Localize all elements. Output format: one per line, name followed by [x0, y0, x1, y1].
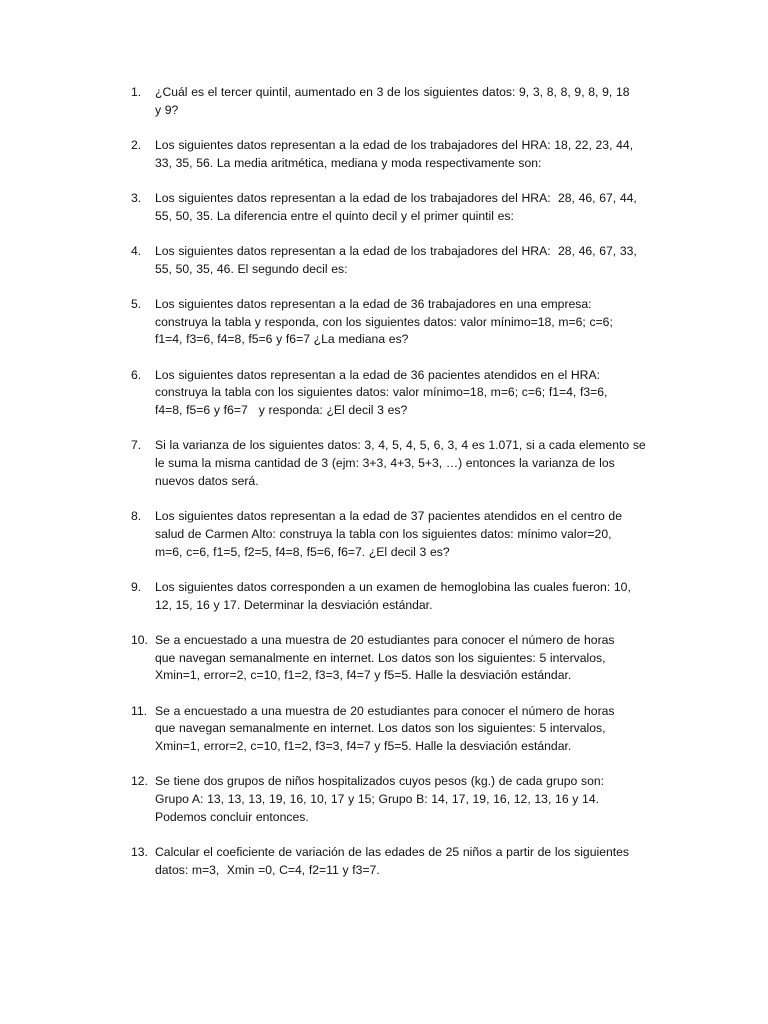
question-number: 12.	[131, 774, 148, 789]
question-number: 3.	[131, 191, 142, 205]
question-item	[131, 84, 661, 119]
question-line: Los siguientes datos representan a la edad de los trabajadores del HRA: 28, 46, 67, 33,	[155, 244, 637, 258]
question-line: Los siguientes datos representan a la edad de 36 pacientes atendidos en el HRA:	[155, 367, 600, 382]
question-item	[131, 296, 661, 349]
question-line: 55, 50, 35, 46. El segundo decil es:	[155, 261, 348, 276]
question-number: 6.	[131, 367, 142, 382]
question-line: Se tiene dos grupos de niños hospitalizados cuyos pesos (kg.) de cada grupo son:	[155, 774, 605, 789]
question-line: Grupo A: 13, 13, 13, 19, 16, 10, 17 y 15; Grupo B: 14, 17, 19, 16, 12, 13, 16 y 14.	[155, 791, 600, 806]
question-text	[155, 243, 661, 278]
question-number: 11.	[131, 703, 148, 718]
question-item	[131, 579, 661, 614]
question-number: 7.	[131, 438, 142, 453]
question-line: y 9?	[155, 102, 179, 117]
question-item	[131, 367, 661, 420]
question-line: le suma la misma cantidad de 3 (ejm: 3+3, 4+3, 5+3, …) entonces la varianza de los	[155, 456, 615, 471]
question-line: Xmin=1, error=2, c=10, f1=2, f3=3, f4=7 y f5=5. Halle la desviación estándar.	[155, 668, 572, 683]
question-line: f4=8, f5=6 y f6=7 y responda: ¿El decil 3 es?	[155, 403, 408, 418]
question-line: f1=4, f3=6, f4=8, f5=6 y f6=7 ¿La mediana es?	[155, 332, 409, 347]
question-line: que navegan semanalmente en internet. Los datos son los siguientes: 5 intervalos,	[155, 650, 606, 665]
question-number: 13.	[131, 844, 148, 859]
question-item	[131, 243, 661, 278]
question-number: 2.	[131, 138, 142, 152]
question-item	[131, 703, 661, 756]
question-number: 1.	[131, 85, 142, 99]
question-text	[155, 137, 661, 172]
question-item	[131, 773, 661, 826]
question-item	[131, 508, 661, 561]
question-line: nuevos datos será.	[155, 473, 259, 488]
question-line: Calcular el coeficiente de variación de las edades de 25 niños a partir de los siguientes	[155, 844, 630, 859]
question-line: m=6, c=6, f1=5, f2=5, f4=8, f5=6, f6=7. ¿El decil 3 es?	[155, 544, 450, 559]
question-line: Si la varianza de los siguientes datos: 3, 4, 5, 4, 5, 6, 3, 4 es 1.071, si a cada elemento se	[155, 438, 646, 453]
question-item	[131, 632, 661, 685]
question-line: datos: m=3, Xmin =0, C=4, f2=11 y f3=7.	[155, 862, 380, 877]
question-item	[131, 437, 661, 490]
question-text	[155, 508, 661, 561]
question-line: Los siguientes datos representan a la edad de los trabajadores del HRA: 28, 46, 67, 44,	[155, 191, 637, 205]
question-item	[131, 844, 661, 879]
question-line: Los siguientes datos representan a la edad de 37 pacientes atendidos en el centro de	[155, 509, 622, 524]
question-text	[155, 844, 661, 879]
question-line: Se a encuestado a una muestra de 20 estudiantes para conocer el número de horas	[155, 632, 615, 647]
question-text	[155, 703, 661, 756]
question-line: Los siguientes datos representan a la edad de los trabajadores del HRA: 18, 22, 23, 44,	[155, 138, 634, 152]
question-line: construya la tabla y responda, con los siguientes datos: valor mínimo=18, m=6; c=6;	[155, 314, 613, 329]
question-line: Los siguientes datos corresponden a un examen de hemoglobina las cuales fueron: 10,	[155, 579, 631, 594]
question-text	[155, 437, 661, 490]
question-text	[155, 296, 661, 349]
question-text	[155, 579, 661, 614]
question-line: 33, 35, 56. La media aritmética, mediana y moda respectivamente son:	[155, 155, 542, 170]
question-line: ¿Cuál es el tercer quintil, aumentado en 3 de los siguientes datos: 9, 3, 8, 8, 9, 8, 9, 18	[155, 85, 630, 99]
question-line: Los siguientes datos representan a la edad de 36 trabajadores en una empresa:	[155, 297, 592, 311]
question-number: 5.	[131, 297, 142, 311]
question-number: 4.	[131, 244, 142, 258]
question-text	[155, 367, 661, 420]
question-list	[131, 84, 661, 897]
question-text	[155, 773, 661, 826]
question-text	[155, 84, 661, 119]
question-line: Xmin=1, error=2, c=10, f1=2, f3=3, f4=7 y f5=5. Halle la desviación estándar.	[155, 738, 572, 753]
question-line: construya la tabla con los siguientes datos: valor mínimo=18, m=6; c=6; f1=4, f3=6,	[155, 385, 608, 400]
question-line: Se a encuestado a una muestra de 20 estudiantes para conocer el número de horas	[155, 703, 615, 718]
question-text	[155, 632, 661, 685]
question-number: 9.	[131, 579, 142, 594]
question-line: salud de Carmen Alto: construya la tabla con los siguientes datos: mínimo valor=20,	[155, 526, 612, 541]
question-number: 8.	[131, 509, 142, 524]
question-line: 55, 50, 35. La diferencia entre el quinto decil y el primer quintil es:	[155, 208, 514, 223]
question-line: 12, 15, 16 y 17. Determinar la desviación estándar.	[155, 597, 433, 612]
question-item	[131, 190, 661, 225]
question-text	[155, 190, 661, 225]
question-number: 10.	[131, 632, 148, 647]
question-item	[131, 137, 661, 172]
question-line: que navegan semanalmente en internet. Los datos son los siguientes: 5 intervalos,	[155, 721, 606, 736]
question-line: Podemos concluir entonces.	[155, 809, 309, 824]
